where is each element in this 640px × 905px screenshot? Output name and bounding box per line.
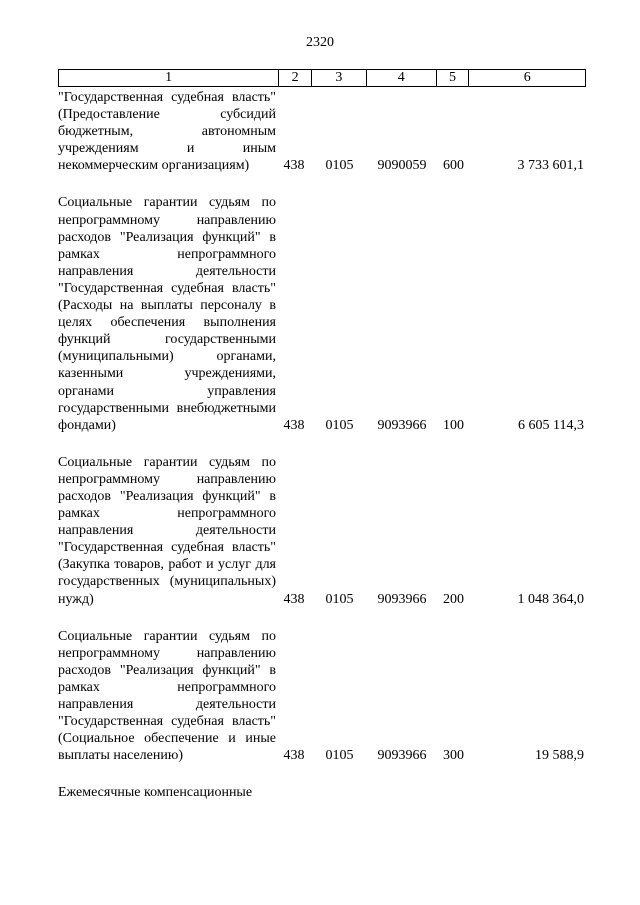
row-code: 438: [283, 591, 305, 607]
row-description: Социальные гарантии судьям по непрограммному направлению расходов "Реализация функций" в рамках непрограммного направления деятельности "Государственная судебная власть" (Расходы на выплаты персоналу в целях обеспечения выполнения функций государственными (муниципальными) органами, казенными учреждениями, органами управления государственными внебюджетными фондами): [58, 195, 276, 433]
page-number: 2320: [306, 35, 334, 50]
row-type: 600: [443, 158, 464, 174]
row-type: 100: [443, 417, 464, 433]
row-section: 0105: [325, 748, 354, 764]
table-body: [58, 89, 586, 821]
header-col-2: 2: [279, 70, 312, 86]
table-row: [58, 628, 586, 765]
row-description: Ежемесячные компенсационные: [58, 785, 253, 801]
row-target: 9093966: [377, 591, 427, 607]
row-section: 0105: [325, 158, 354, 174]
row-description: "Государственная судебная власть" (Предоставление субсидий бюджетным, автономным учреждениям и иным некоммерческим организациям): [58, 90, 276, 174]
table-row: [58, 454, 586, 608]
row-target: 9093966: [377, 748, 427, 764]
row-type: 200: [443, 591, 464, 607]
row-code: 438: [283, 748, 305, 764]
row-description: Социальные гарантии судьям по непрограммному направлению расходов "Реализация функций" в рамках непрограммного направления деятельности "Государственная судебная власть" (Закупка товаров, работ и услуг для государственных (муниципальных) нужд): [58, 454, 276, 607]
row-code: 438: [283, 417, 305, 433]
table-row: [58, 89, 586, 174]
row-amount: 6 605 114,3: [518, 417, 584, 433]
row-section: 0105: [325, 417, 354, 433]
row-description: Социальные гарантии судьям по непрограммному направлению расходов "Реализация функций" в рамках непрограммного направления деятельности "Государственная судебная власть" (Социальное обеспечение и иные выплаты населению): [58, 628, 276, 764]
table-header: [58, 69, 586, 87]
table-row: [58, 784, 586, 801]
header-col-5: 5: [437, 70, 470, 86]
header-col-3: 3: [312, 70, 367, 86]
header-col-1: 1: [59, 70, 279, 86]
row-code: 438: [283, 158, 305, 174]
row-target: 9090059: [377, 158, 427, 174]
row-amount: 3 733 601,1: [517, 158, 584, 174]
row-amount: 1 048 364,0: [517, 591, 584, 607]
row-target: 9093966: [377, 417, 427, 433]
row-amount: 19 588,9: [535, 748, 584, 764]
row-type: 300: [443, 748, 464, 764]
header-col-4: 4: [367, 70, 437, 86]
row-section: 0105: [325, 591, 354, 607]
header-col-6: 6: [523, 70, 531, 85]
table-row: [58, 194, 586, 433]
